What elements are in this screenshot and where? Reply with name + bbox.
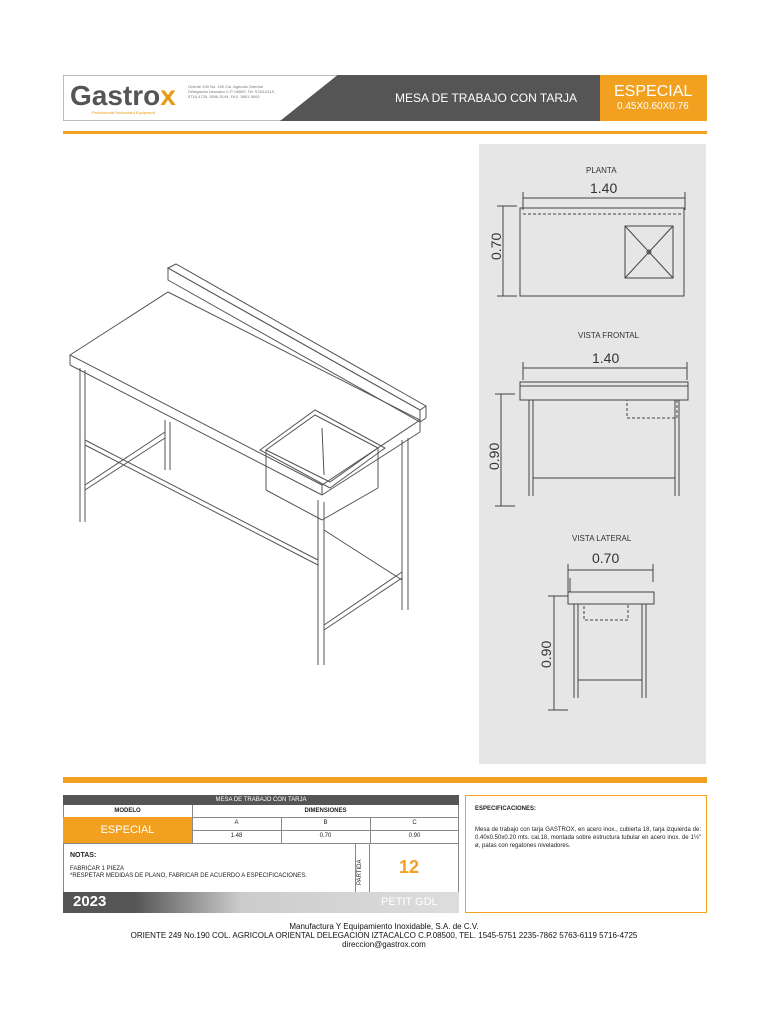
view-label-planta: PLANTA xyxy=(586,166,617,175)
footer-address: ORIENTE 249 No.190 COL. AGRICOLA ORIENTAL DELEGACION IZTACALCO C.P.08500, TEL. 1545-5751 2235-7862 5763-6119 5716-4725 xyxy=(130,931,638,940)
specs-title: ESPECIFICACIONES: xyxy=(475,806,537,812)
dim-value-c: 0.90 xyxy=(408,833,421,839)
table-divider xyxy=(355,843,356,892)
bottom-rule xyxy=(63,777,707,783)
table-divider xyxy=(369,843,370,892)
col-dimensiones: DIMENSIONES xyxy=(304,808,347,814)
dim-value-a: 1.48 xyxy=(230,833,243,839)
col-modelo: MODELO xyxy=(114,808,141,814)
partida-label: PARTIDA xyxy=(357,859,363,885)
isometric-table-drawing xyxy=(60,260,460,680)
dim-value-b: 0.70 xyxy=(319,833,332,839)
specs-text: Mesa de trabajo con tarja GASTROX, en acero inox., cubierta 18, tarja izquierda de: 0.40x0.50x0.20 mts. cal.18, montada sobre estructura tubular en acero inox. de 1½" ø, patas con regatones niveladores. xyxy=(475,827,701,849)
lateral-drawing xyxy=(548,562,668,712)
document-title: MESA DE TRABAJO CON TARJA xyxy=(395,91,578,105)
note-line-2: *RESPETAR MEDIDAS DE PLANO, FABRICAR DE ACUERDO A ESPECIFICACIONES. xyxy=(70,873,307,879)
planta-depth-dim: 0.70 xyxy=(488,232,504,260)
model-value-cell: ESPECIAL xyxy=(63,817,192,843)
view-label-lateral: VISTA LATERAL xyxy=(572,534,632,543)
year: 2023 xyxy=(73,893,107,910)
lateral-width-dim: 0.70 xyxy=(592,550,620,566)
dim-header-c: C xyxy=(412,820,417,826)
logo-tagline: Professional Restaurant Equipment xyxy=(92,110,155,115)
model-dimensions: 0.45X0.60X0.76 xyxy=(617,101,689,112)
frontal-height-dim: 0.90 xyxy=(486,442,502,470)
view-label-frontal: VISTA FRONTAL xyxy=(578,331,640,340)
model-label: ESPECIAL xyxy=(614,83,693,100)
footer-company: Manufactura Y Equipamiento Inoxidable, S.A. de C.V. xyxy=(289,922,479,931)
top-rule xyxy=(63,131,707,134)
client-name: PETIT GDL xyxy=(381,896,438,908)
partida-value: 12 xyxy=(399,857,420,877)
header-address: Oriente 249 No. 190 Col. Agricola Oriental Delegación Iztacalco C.P. 08500, Tel. 5763-6119, 5716-4725, 5546-5144, FAX. 5801-9000 xyxy=(188,84,275,99)
dim-header-a: A xyxy=(234,820,239,826)
lateral-height-dim: 0.90 xyxy=(538,640,554,668)
note-line-1: FABRICAR 1 PIEZA xyxy=(70,866,125,872)
frontal-drawing xyxy=(495,360,700,510)
specs-box xyxy=(465,795,707,913)
notes-label: NOTAS: xyxy=(70,852,97,859)
table-divider xyxy=(192,830,459,831)
planta-drawing xyxy=(495,190,700,305)
dim-header-b: B xyxy=(323,820,328,826)
footer-email: direccion@gastrox.com xyxy=(342,940,426,949)
planta-width-dim: 1.40 xyxy=(590,180,618,196)
gastrox-logo: Gastrox xyxy=(70,80,176,111)
frontal-width-dim: 1.40 xyxy=(592,350,620,366)
info-table-title: MESA DE TRABAJO CON TARJA xyxy=(63,795,459,805)
